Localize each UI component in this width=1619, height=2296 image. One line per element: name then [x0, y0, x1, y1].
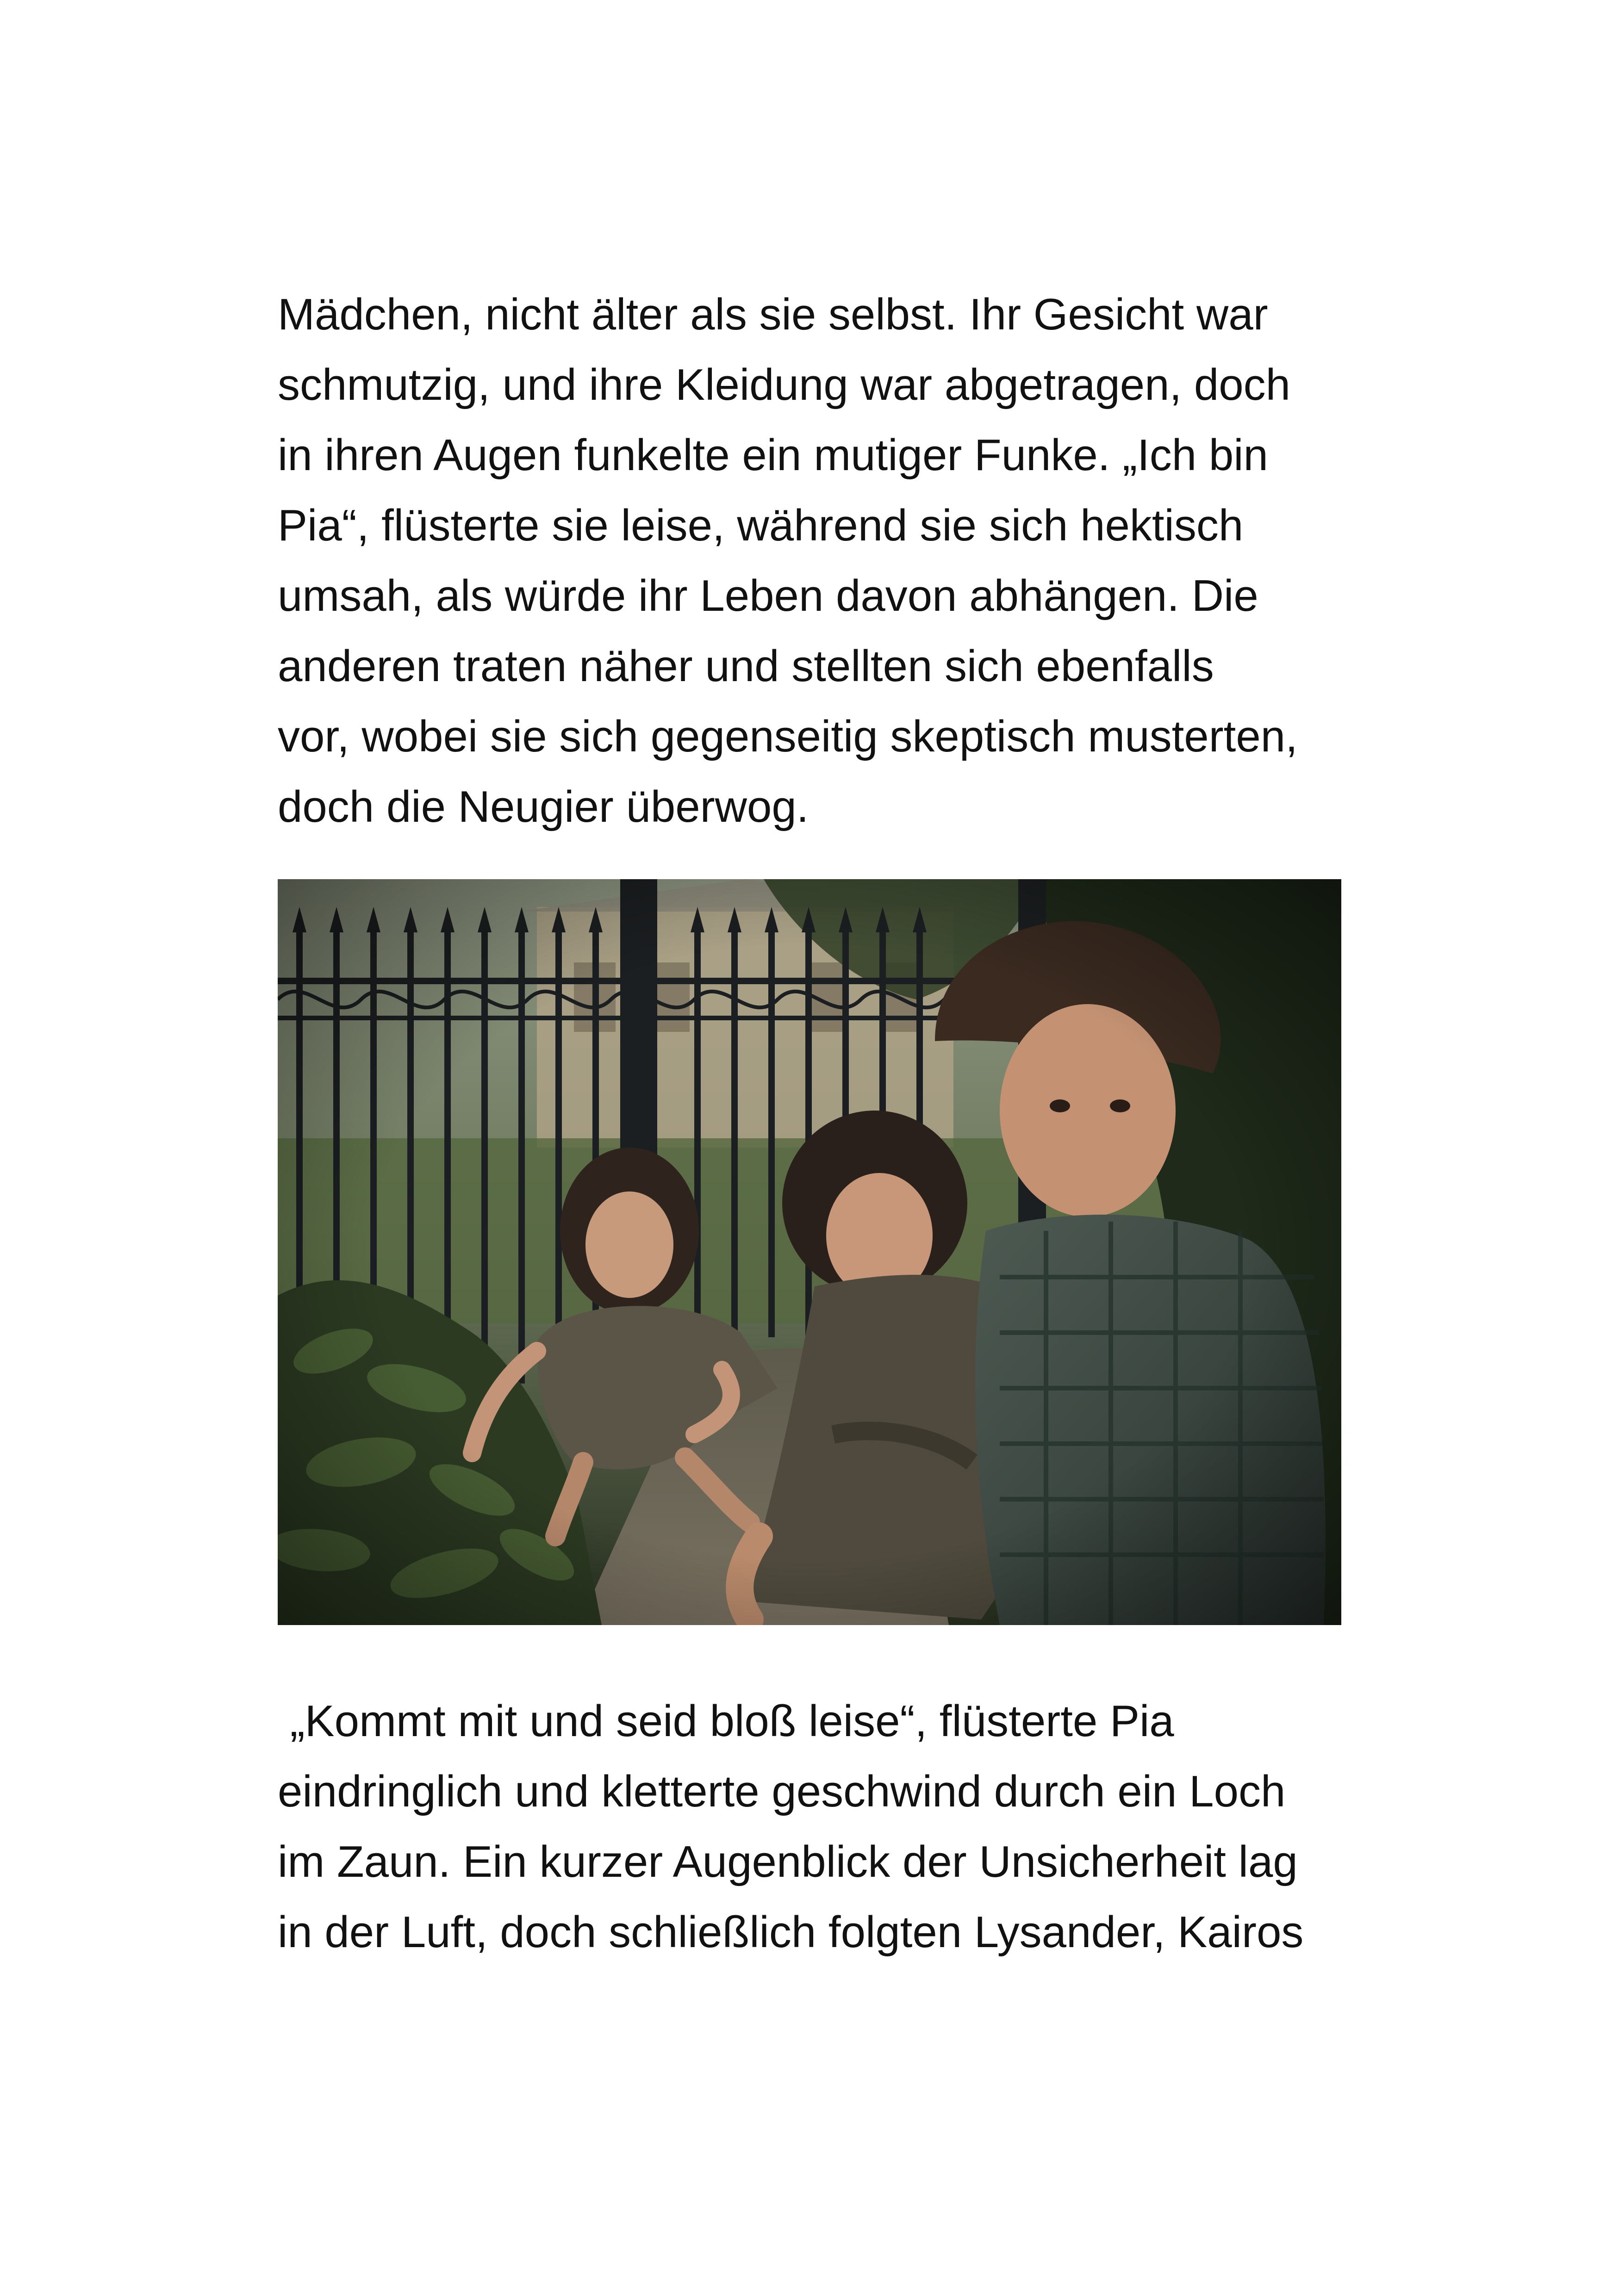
text-line: umsah, als würde ihr Leben davon abhängen. Die: [278, 571, 1258, 621]
paragraph-2: [278, 1686, 1351, 1967]
story-illustration: [278, 879, 1341, 1625]
text-line: in ihren Augen funkelte ein mutiger Funke. „Ich bin: [278, 430, 1268, 480]
paragraph-1: [278, 279, 1351, 842]
text-line: schmutzig, und ihre Kleidung war abgetragen, doch: [278, 360, 1291, 410]
text-line: „Kommt mit und seid bloß leise“, flüsterte Pia: [278, 1696, 1174, 1746]
text-line: anderen traten näher und stellten sich ebenfalls: [278, 641, 1214, 691]
text-line: Pia“, flüsterte sie leise, während sie sich hektisch: [278, 501, 1244, 550]
illustration-drawing: [278, 879, 1341, 1625]
text-line: im Zaun. Ein kurzer Augenblick der Unsicherheit lag: [278, 1837, 1298, 1886]
text-line: vor, wobei sie sich gegenseitig skeptisch musterten,: [278, 712, 1298, 761]
text-line: in der Luft, doch schließlich folgten Lysander, Kairos: [278, 1907, 1304, 1957]
text-line: Mädchen, nicht älter als sie selbst. Ihr Gesicht war: [278, 290, 1268, 339]
text-line: eindringlich und kletterte geschwind durch ein Loch: [278, 1767, 1286, 1816]
text-line: doch die Neugier überwog.: [278, 782, 809, 832]
vignette: [278, 879, 1341, 1625]
